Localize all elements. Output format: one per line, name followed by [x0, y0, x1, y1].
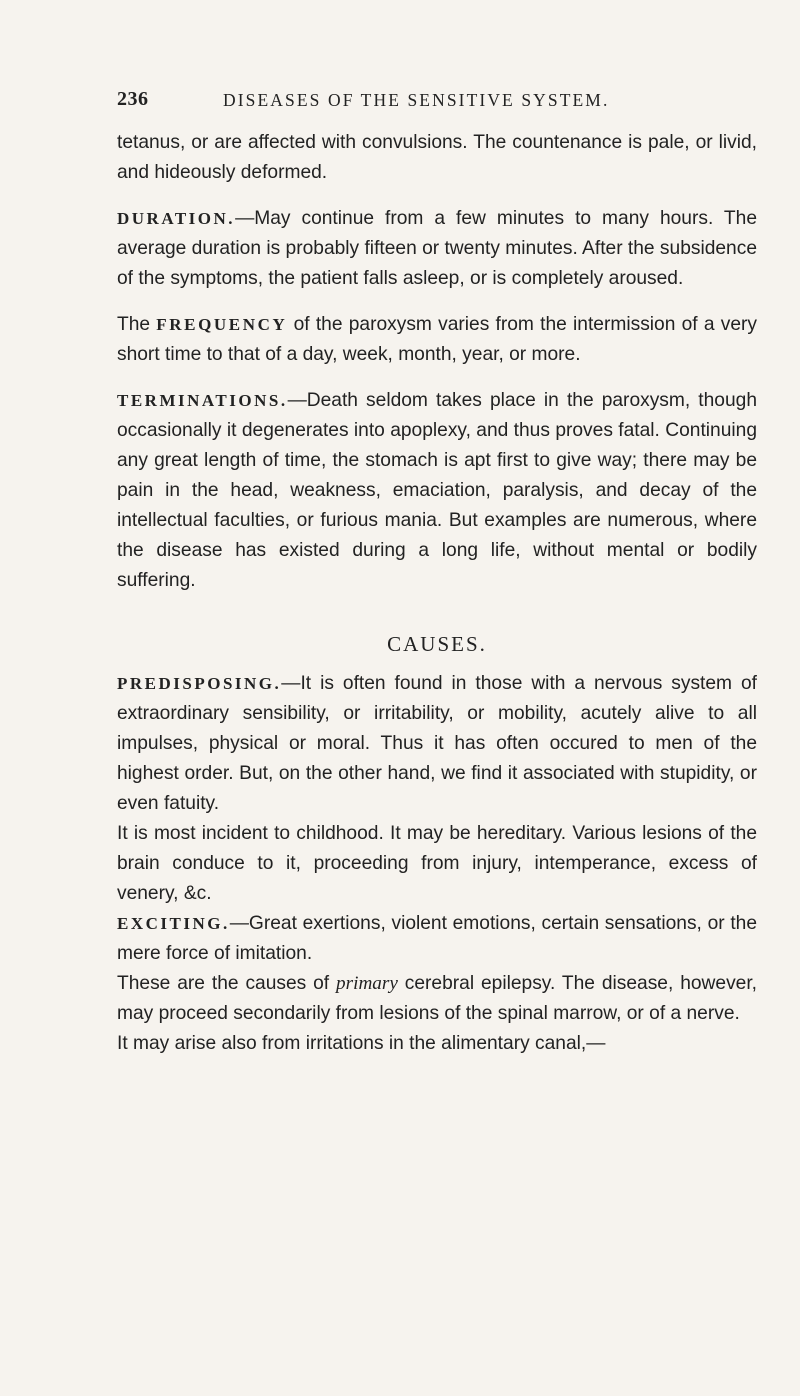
running-head: DISEASES OF THE SENSITIVE SYSTEM. — [223, 90, 610, 110]
frequency-text: of the paroxysm varies from the intermission of a very short time to that of a day, week, month, year, or more. — [117, 314, 757, 365]
primary-pre: These are the causes of — [117, 973, 337, 994]
duration-heading: DURATION. — [117, 209, 236, 228]
terminations-text: —Death seldom takes place in the paroxysm, though occasionally it degenerates into apoplexy, and thus proves fatal. Continuing any great length of time, the stomach is apt first to give way; there may be pain in the head, weakness, emaciation, paralysis, and decay of the intellectual faculties, or furious mania. But examples are numerous, where the disease has existed during a long life, without mental or bodily suffering. — [117, 390, 757, 591]
book-page — [117, 88, 757, 1059]
paragraph-duration — [117, 204, 757, 294]
exciting-heading: EXCITING. — [117, 914, 230, 933]
duration-text: —May continue from a few minutes to many hours. The average duration is probably fifteen or twenty minutes. After the subsidence of the symptoms, the patient falls asleep, or is completely aroused. — [117, 208, 757, 289]
paragraph-tetanus: tetanus, or are affected with convulsions. The countenance is pale, or livid, and hideously deformed. — [117, 132, 757, 183]
causes-heading: CAUSES. — [387, 632, 487, 656]
primary-emphasis: primary — [336, 973, 398, 994]
paragraph-exciting — [117, 909, 757, 969]
page-header — [117, 88, 757, 118]
exciting-text: —Great exertions, violent emotions, certain sensations, or the mere force of imitation. — [117, 913, 757, 964]
frequency-pre: The — [117, 314, 157, 335]
terminations-heading: TERMINATIONS. — [117, 391, 288, 410]
paragraph-alimentary: It may arise also from irritations in the alimentary canal,— — [117, 1033, 606, 1054]
predisposing-heading: PREDISPOSING. — [117, 674, 282, 693]
paragraph-frequency — [117, 310, 757, 370]
primary-text: cerebral epilepsy. The disease, however, may proceed secondarily from lesions of the spinal marrow, or of a nerve. — [117, 973, 757, 1024]
page-number: 236 — [117, 88, 149, 110]
predisposing-text: —It is often found in those with a nervous system of extraordinary sensibility, or irritability, or mobility, acutely alive to all impulses, physical or moral. Thus it has often occured to men of the highest order. But, on the other hand, we find it associated with stupidity, or even fatuity. — [117, 673, 757, 814]
frequency-heading: FREQUENCY — [156, 315, 288, 334]
paragraph-childhood: It is most incident to childhood. It may be hereditary. Various lesions of the brain conduce to it, proceeding from injury, intemperance, excess of venery, &c. — [117, 823, 757, 904]
paragraph-predisposing — [117, 669, 757, 819]
paragraph-terminations — [117, 386, 757, 596]
paragraph-primary — [117, 969, 757, 1029]
